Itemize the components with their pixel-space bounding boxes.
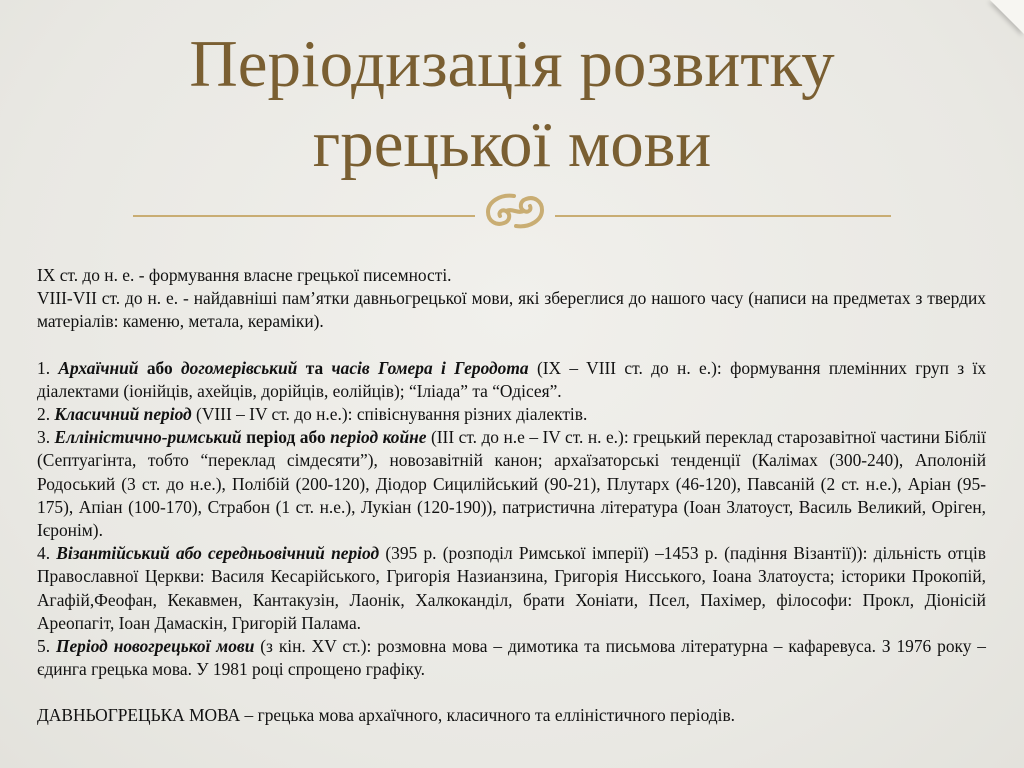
title-line-1: Періодизація розвитку [189,27,835,101]
period-3 [37,426,986,542]
period-1-name-a: Архаїчний [58,357,139,378]
period-1 [37,357,986,403]
period-1-conj-2: та [297,357,332,378]
period-3-name-a: Елліністично-римський [54,427,242,448]
period-5-number: 5. [37,636,56,657]
period-4-number: 4. [37,543,57,564]
intro-line-2: VIII-VII ст. до н. е. - найдавніші пам’ятки давньогрецької мови, які збереглися до нашого часу (написи на предметах з твердих матеріалів: каменю, метала, кераміки). [37,288,986,332]
period-5 [37,635,986,681]
slide-body [37,264,986,728]
period-1-conj-1: або [138,357,182,378]
conclusion: ДАВНЬОГРЕЦЬКА МОВА – грецька мова архаїчного, класичного та елліністичного періодів. [37,705,736,726]
period-3-name-b: період койне [330,427,427,448]
title-line-2: грецької мови [312,107,712,181]
flourish-ornament-icon [478,188,552,234]
period-2-number: 2. [37,404,55,425]
period-2-text: (VIII – IV ст. до н.е.): співіснування різних діалектів. [191,404,588,425]
period-3-number: 3. [37,427,55,448]
intro-line-1: ІХ ст. до н. е. - формування власне грецької писемності. [37,265,452,285]
period-3-text: (III ст. до н.е – IV ст. н. е.): грецький переклад старозавітної частини Біблії (Септуагінта, тобто “переклад сімдесяти”), новозавітній канон; архаїзаторські тенденції (Калімах (300-240), Аполоній Родоський (3 ст. до н.е.), Полібій (200-120), Діодор Сицилійський (90-21), Плутарх (46-120), Павсаній (2 ст. н.е.), Аріан (95-175), Апіан (100-170), Страбон (1 ст. н.е.), Лукіан (120-190)), патристична література (Іоан Златоуст, Василь Великий, Оріген, Ієронім). [37,427,986,541]
period-3-conj: період або [241,427,331,448]
period-1-name-b: догомерівський [181,357,298,378]
period-1-name-c: часів Гомера і Геродота [331,357,529,378]
title-divider-left [133,215,475,217]
title-divider-right [555,215,891,217]
period-2-name: Класичний період [54,404,192,425]
period-2 [37,403,986,426]
slide-title [0,24,1024,184]
period-1-text: (IX – VIII ст. до н. е.): формування племінних груп з їх діалектами (іонійців, ахейців, дорійців, еолійців); “Іліада” та “Одісея”. [37,357,987,401]
period-4-name: Візантійський або середньовічний період [56,543,380,564]
period-4-text: (395 р. (розподіл Римської імперії) –1453 р. (падіння Візантії)): дільність отців Православної Церкви: Василя Кесарійського, Григорія Назианзина, Григорія Нисського, Іоана Златоуста; історики Прокопій, Агафій,Феофан, Кекавмен, Кантакузін, Лаонік, Халкоканділ, брати Хоніати, Псел, Пахімер, філософи: Прокл, Діонісій Ареопагіт, Іоан Дамаскін, Григорій Палама. [37,543,986,633]
period-5-text: (з кін. XV ст.): розмовна мова – димотика та письмова літературна – кафаревуса. З 1976 року – єдинга грецька мова. У 1981 році спрощено графіку. [37,636,986,680]
spacer [37,334,986,357]
spacer [37,681,986,704]
period-1-number: 1. [37,357,59,378]
period-5-name: Період новогрецької мови [55,636,255,657]
period-4 [37,542,986,635]
